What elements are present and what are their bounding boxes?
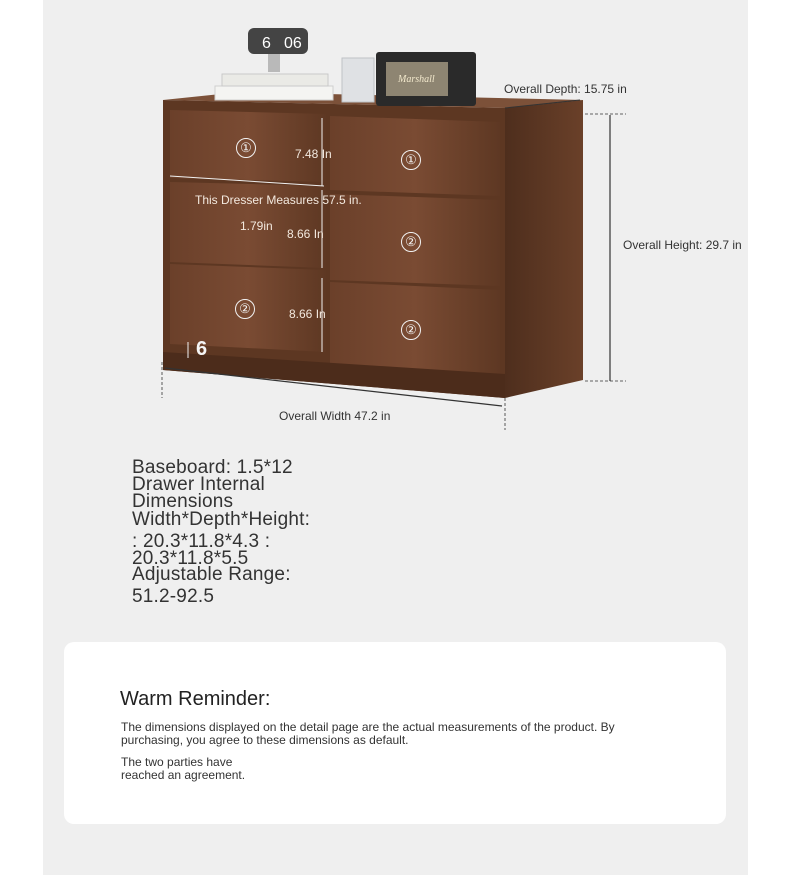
spec-whd: Width*Depth*Height: (132, 509, 311, 530)
dresser-side (505, 100, 583, 398)
cd-cases (342, 58, 374, 102)
drawer-number-2c: ② (401, 320, 421, 340)
dresser-measure-label: This Dresser Measures 57.5 in. (195, 193, 362, 207)
warm-reminder-title: Warm Reminder: (120, 688, 271, 710)
drawer-number-1a: ① (236, 138, 256, 158)
warm-reminder-card (64, 642, 726, 824)
spec-dimensions: Dimensions (132, 491, 234, 512)
spec-range: 51.2-92.5 (132, 586, 215, 607)
spec-adjustable: Adjustable Range: (132, 564, 291, 585)
baseboard-height-mark: 6 (196, 338, 208, 360)
drawer-number-2b: ② (235, 299, 255, 319)
drawer-top-height-label: 7.48 In (295, 147, 332, 161)
warm-reminder-body: The dimensions displayed on the detail page are the actual measurements of the product. By purchasing, you agree to these dimensions as default. (121, 720, 615, 747)
drawer-number-2a: ② (401, 232, 421, 252)
overall-width-label: Overall Width 47.2 in (279, 409, 391, 423)
inner-small-label: 1.79in (240, 219, 273, 233)
drawer-bottom-height-label: 8.66 In (289, 307, 326, 321)
spec-list (132, 459, 332, 605)
clock-minutes: 06 (284, 35, 302, 52)
spec-size-1: : 20.3*11.8*4.3 : (132, 531, 271, 552)
book-stack (215, 86, 333, 100)
radio-brand: Marshall (398, 74, 435, 85)
spec-drawer-internal: Drawer Internal (132, 474, 265, 495)
overall-height-label: Overall Height: 29.7 in (623, 238, 742, 252)
overall-depth-label: Overall Depth: 15.75 in (504, 82, 627, 96)
spec-size-2: 20.3*11.8*5.5 (132, 548, 249, 569)
spec-baseboard: Baseboard: 1.5*12 (132, 457, 293, 478)
drawer-number-1b: ① (401, 150, 421, 170)
clock-hours: 6 (262, 35, 271, 52)
drawer-mid-height-label: 8.66 In (287, 227, 324, 241)
warm-reminder-agreement: The two parties have reached an agreement. (121, 755, 246, 782)
